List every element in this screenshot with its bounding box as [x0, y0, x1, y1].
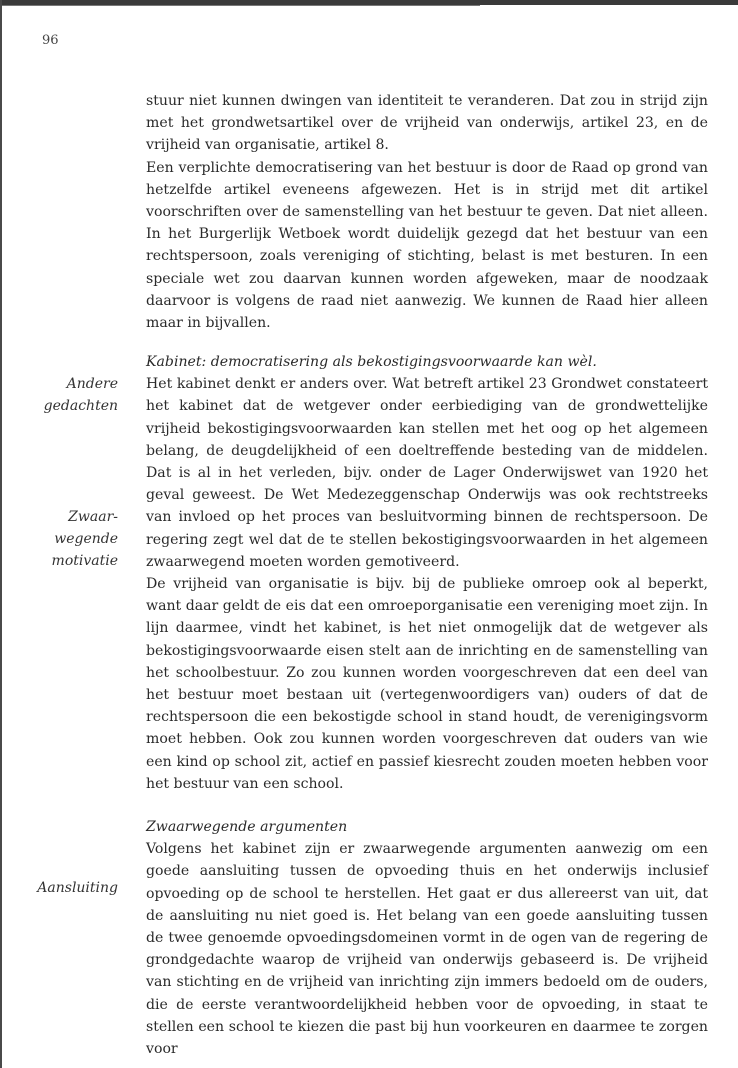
- text-block-kabinet: [146, 351, 708, 795]
- section-heading: Zwaarwegende argumenten: [146, 819, 348, 835]
- paragraph: De vrijheid van organisatie is bijv. bij de publieke omroep ook al beperkt, want daar geldt de eis dat een omroeporganisatie een vereniging moet zijn. In lijn daarmee, vindt het kabinet, is het niet onmogelijk dat de wetgever als bekostigingsvoorwaarde eisen stelt aan de inrichting en de samenstelling van het schoolbestuur. Zo zou kunnen worden voorgeschreven dat een deel van het bestuur moet bestaan uit (vertegenwoordigers van) ouders of dat de rechtspersoon die een bekostigde school in stand houdt, de verenigingsvorm moet hebben. Ook zou kunnen worden voorgeschreven dat ouders van wie een kind op school zit, actief en passief kiesrecht zouden moeten hebben voor het bestuur van een school.: [146, 576, 708, 792]
- section-heading: Kabinet: democratisering als bekostigingsvoorwaarde kan wèl.: [146, 354, 597, 370]
- margin-note-zwaarwegende-motivatie: Zwaar-wegende motivatie: [51, 509, 118, 570]
- page-left-border: [0, 0, 2, 1068]
- margin-note-aansluiting: Aansluiting: [37, 880, 118, 896]
- paragraph: Volgens het kabinet zijn er zwaarwegende argumenten aanwezig om een goede aansluiting tussen de opvoeding thuis en het onderwijs inclusief opvoeding op de school te herstellen. Het gaat er dus allereerst van uit, dat de aansluiting nu niet goed is. Het belang van een goede aansluiting tussen de twee genoemde opvoedingsdomeinen vormt in de ogen van de regering de grondgedachte waarop de vrijheid van onderwijs gebaseerd is. De vrijheid van stichting en de vrijheid van inrichting zijn immers bedoeld om de ouders, die de eerste verantwoordelijkheid hebben voor de opvoeding, in staat te stellen een school te kiezen die past bij hun voorkeuren en daarmee te zorgen voor: [146, 841, 708, 1058]
- paragraph: stuur niet kunnen dwingen van identiteit te veranderen. Dat zou in strijd zijn met het grondwetsartikel over de vrijheid van onderwijs, artikel 23, en de vrijheid van organisatie, artikel 8.: [146, 93, 708, 154]
- paragraph: Het kabinet denkt er anders over. Wat betreft artikel 23 Grondwet constateert het kabinet dat de wetgever onder eerbiediging van de grondwettelijke vrijheid bekostigingsvoorwaarden kan stellen met het oog op het algemeen belang, de deugdelijkheid of een doeltreffende besteding van de middelen. Dat is al in het verleden, bijv. onder de Lager Onderwijswet van 1920 het geval geweest. De Wet Medezeggenschap Onderwijs was ook rechtstreeks van invloed op het proces van besluitvorming binnen de rechtspersoon. De regering zegt wel dat de te stellen bekostigingsvoorwaarden in het algemeen zwaarwegend moeten worden gemotiveerd.: [146, 376, 708, 570]
- page-top-border-thin: [0, 5, 480, 6]
- text-block-argumenten: [146, 816, 708, 1060]
- text-block-raad: [146, 90, 708, 334]
- page-number: 96: [42, 33, 59, 48]
- margin-note-andere-gedachten: Andere gedachten: [43, 376, 118, 415]
- paragraph: Een verplichte democratisering van het bestuur is door de Raad op grond van hetzelfde artikel eveneens afgewezen. Het is in strijd met dit artikel voorschriften over de samenstelling van het bestuur te geven. Dat niet alleen. In het Burgerlijk Wetboek wordt duidelijk gezegd dat het bestuur van een rechtspersoon, zoals vereniging of stichting, belast is met besturen. In een speciale wet zou daarvan kunnen worden afgeweken, maar de noodzaak daarvoor is volgens de raad niet aanwezig. We kunnen de Raad hier alleen maar in bijvallen.: [146, 159, 708, 332]
